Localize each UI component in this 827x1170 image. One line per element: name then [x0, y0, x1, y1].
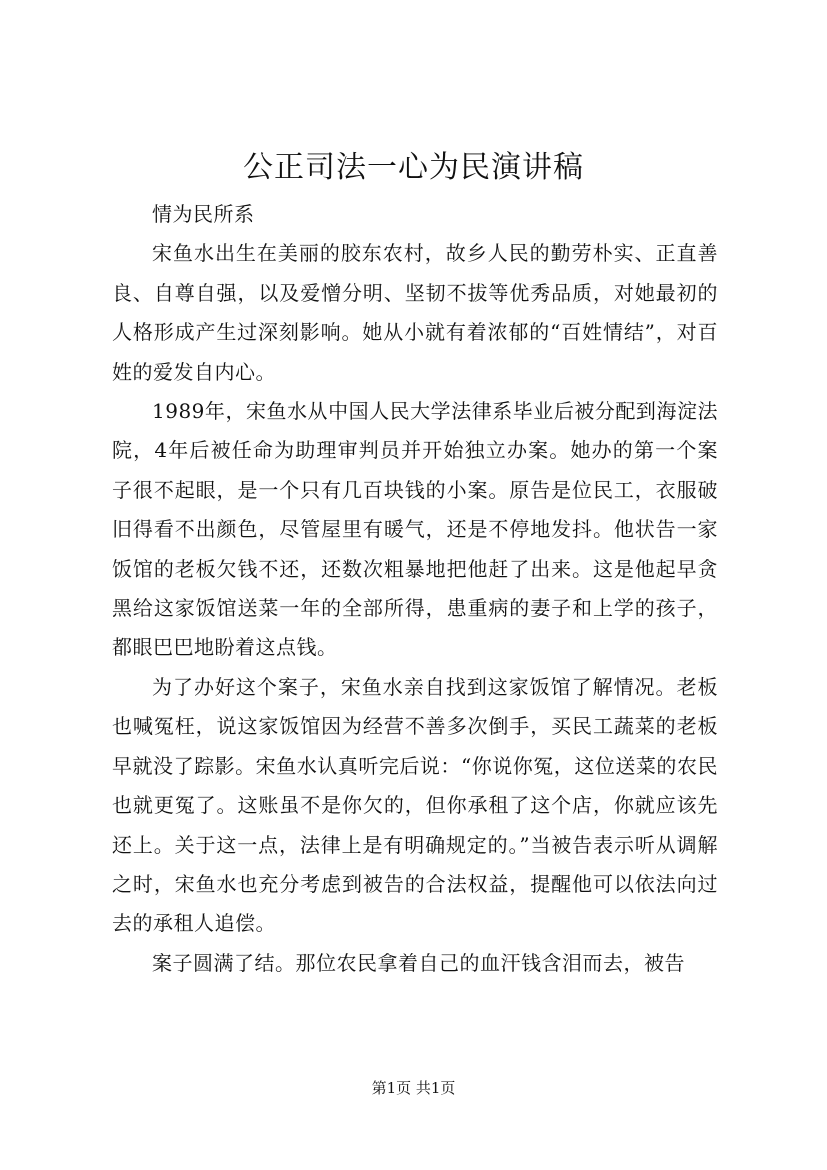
page-footer — [0, 1077, 827, 1099]
page-number: 第1页 共1页 — [371, 1079, 456, 1097]
paragraph: 案子圆满了结。那位农民拿着自己的血汗钱含泪而去，被告 — [152, 950, 685, 975]
paragraph: 为了办好这个案子，宋鱼水亲自找到这家饭馆了解情况。老板也喊冤枉，说这家饭馆因为经营不善多次倒手，买民工蔬菜的老板早就没了踪影。宋鱼水认真听完后说：“你说你冤，这位送菜的农民也就更冤了。这账虽不是你欠的，但你承租了这个店，你就应该先还上。关于这一点，法律上是有明确规定的。”当被告表示听从调解之时，宋鱼水也充分考虑到被告的合法权益，提醒他可以依法向过去的承租人追偿。 — [112, 674, 718, 936]
paragraph: 宋鱼水出生在美丽的胶东农村，故乡人民的勤劳朴实、正直善良、自尊自强，以及爱憎分明、坚韧不拔等优秀品质，对她最初的人格形成产生过深刻影响。她从小就有着浓郁的“百姓情结”，对百姓的爱发自内心。 — [112, 241, 718, 384]
document-body — [112, 195, 718, 983]
paragraph-heading: 情为民所系 — [152, 202, 255, 226]
paragraph: 1989年，宋鱼水从中国人民大学法律系毕业后被分配到海淀法院，4年后被任命为助理审判员并开始独立办案。她办的第一个案子很不起眼，是一个只有几百块钱的小案。原告是位民工，衣服破旧得看不出颜色，尽管屋里有暖气，还是不停地发抖。他状告一家饭馆的老板欠钱不还，还数次粗暴地把他赶了出来。这是他起早贪黑给这家饭馆送菜一年的全部所得，患重病的妻子和上学的孩子，都眼巴巴地盼着这点钱。 — [112, 399, 718, 660]
document-title: 公正司法一心为民演讲稿 — [243, 150, 584, 185]
